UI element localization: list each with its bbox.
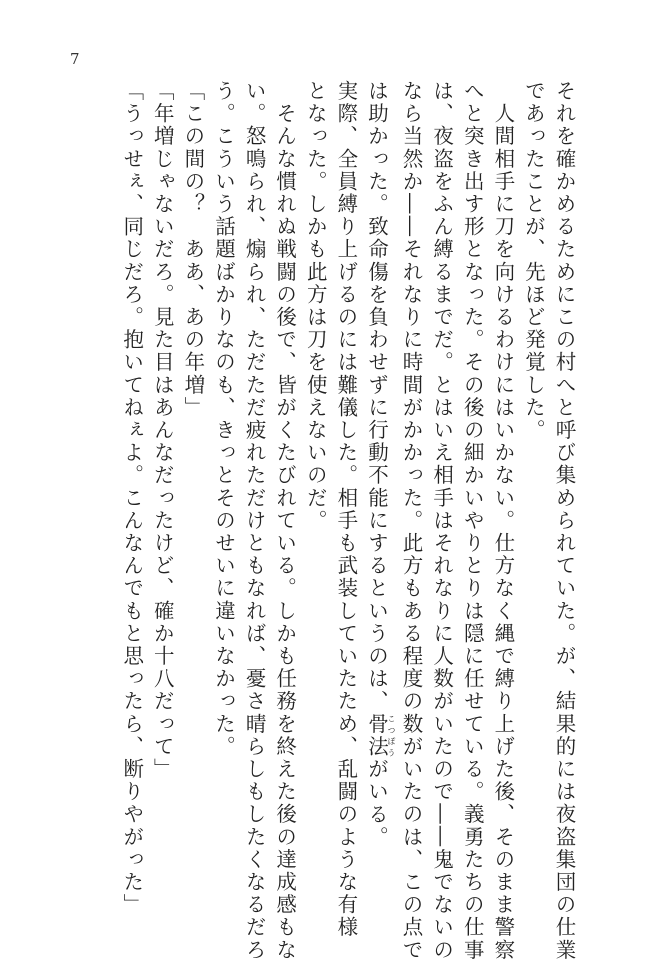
text-line: い。怒鳴られ、煽られ、ただただ疲れただけともなれば、憂さ晴らしもしたくなるだろ xyxy=(242,80,267,961)
page-number: 7 xyxy=(70,50,80,68)
text-line: う。こういう話題ばかりなのも、きっとそのせいに違いなかった。 xyxy=(211,80,236,758)
text-line: それを確かめるためにこの村へと呼び集められていた。が、結果的には夜盗集団の仕業 xyxy=(552,80,576,961)
ruby-reading: こつぽう xyxy=(386,712,396,758)
text-line: そんな慣れぬ戦闘の後で、皆がくたびれている。しかも任務を終えた後の達成感もな xyxy=(272,80,297,961)
text-line: なら当然か――それなりに時間がかかった。此方もある程度の数がいたのは、この点で xyxy=(399,80,424,961)
text-line: 「年増じゃないだろ。見た目はあんなだったけど、確か十八だって」 xyxy=(150,80,175,781)
text-line: であったことが、先ほど発覚した。 xyxy=(521,80,546,442)
text-line: 「この間の？ ああ、あの年増」 xyxy=(180,80,205,419)
text-line: へと突き出す形となった。その後の細かいやりとりは隠に任せている。義勇たちの仕事 xyxy=(460,80,485,961)
text-line-part: がいる。 xyxy=(364,758,389,849)
text-line: は、夜盗をふん縛るまでだ。とはいえ相手はそれなりに人数がいたので――鬼でないの xyxy=(429,80,454,961)
text-line: 「うっせぇ、同じだろ。抱いてねぇよ。こんなんでもと思ったら、断りやがった」 xyxy=(119,80,144,917)
vertical-text-body xyxy=(116,80,579,961)
text-line-with-ruby xyxy=(361,80,396,860)
ruby-base: 骨法 xyxy=(364,712,389,759)
text-line-part: は助かった。致命傷を負わせずに行動不能にするというのは、 xyxy=(364,80,389,713)
ruby-annotation xyxy=(364,712,396,759)
text-line: 実際、全員縛り上げるのには難儀した。相手も武装していたため、乱闘のような有様 xyxy=(333,80,358,939)
text-line: 人間相手に刀を向けるわけにはいかない。仕方なく縄で縛り上げた後、そのまま警察 xyxy=(490,80,515,961)
text-line: となった。しかも此方は刀を使えないのだ。 xyxy=(303,80,328,532)
